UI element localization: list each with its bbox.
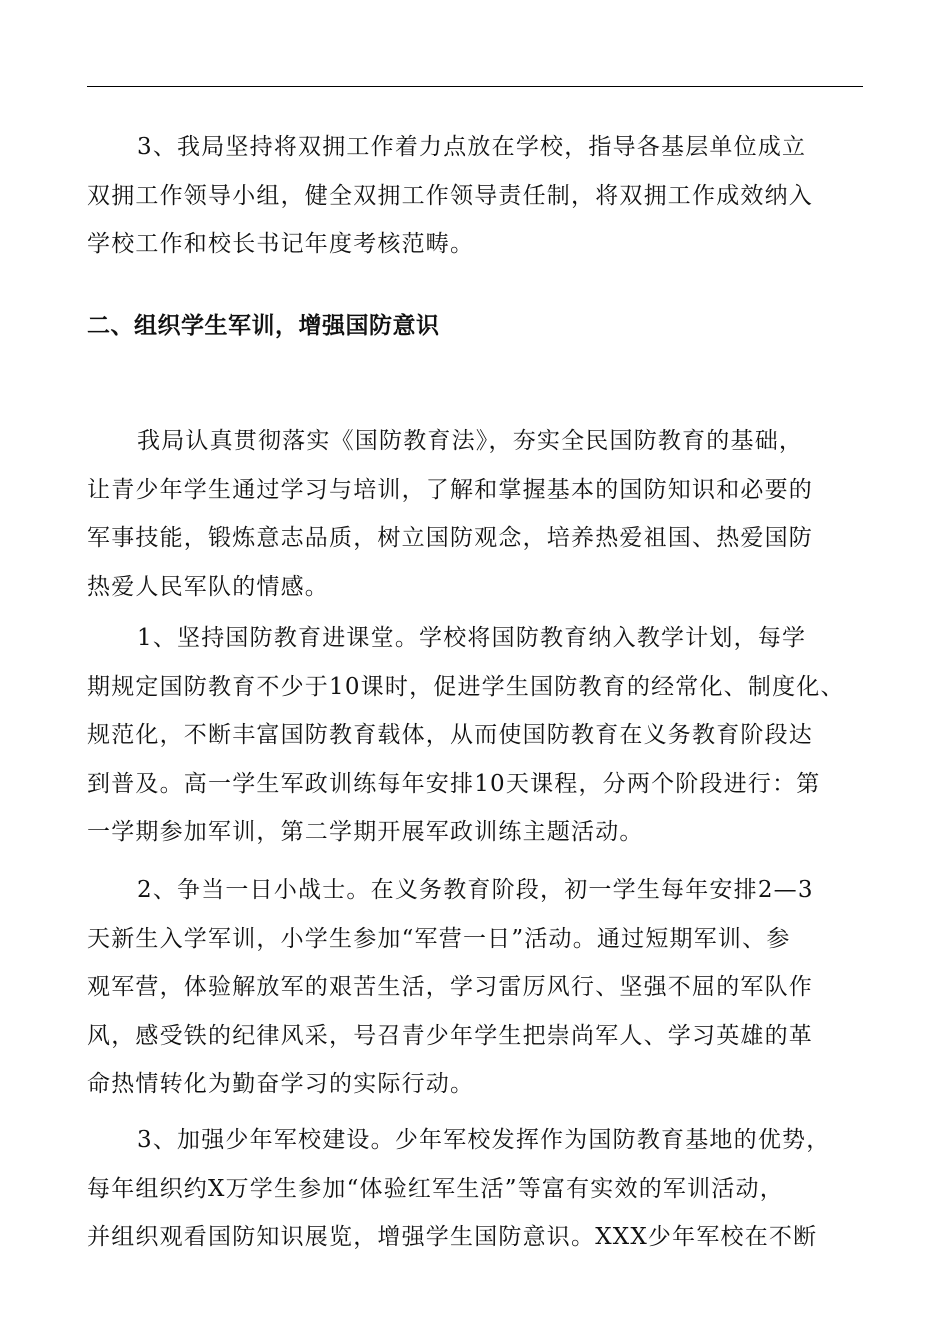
paragraph-double-support [87, 123, 877, 269]
text-line: 风，感受铁的纪律风采，号召青少年学生把崇尚军人、学习英雄的革 [87, 1022, 813, 1049]
section-heading: 二、组织学生军训，增强国防意识 [87, 313, 440, 339]
text-line: 规范化，不断丰富国防教育载体，从而使国防教育在义务教育阶段达 [87, 722, 813, 748]
text-line: 2、争当一日小战士。在义务教育阶段，初一学生每年安排2—3 [137, 877, 814, 903]
text-line: 热爱人民军队的情感。 [87, 573, 329, 600]
item-2-paragraph [87, 866, 877, 1109]
intro-paragraph [87, 417, 877, 611]
text-line: 天新生入学军训，小学生参加“军营一日”活动。通过短期军训、参 [87, 925, 791, 952]
text-line: 期规定国防教育不少于10课时，促进学生国防教育的经常化、制度化、 [87, 673, 845, 700]
text-line: 并组织观看国防知识展览，增强学生国防意识。XXX少年军校在不断 [87, 1224, 818, 1250]
text-line: 一学期参加军训，第二学期开展军政训练主题活动。 [87, 819, 644, 845]
text-line: 让青少年学生通过学习与培训，了解和掌握基本的国防知识和必要的 [87, 476, 813, 503]
text-line: 1、坚持国防教育进课堂。学校将国防教育纳入教学计划，每学 [137, 625, 807, 651]
item-1-paragraph [87, 614, 877, 857]
text-line: 我局认真贯彻落实《国防教育法》，夯实全民国防教育的基础， [137, 428, 804, 454]
text-line: 观军营，体验解放军的艰苦生活，学习雷厉风行、坚强不屈的军队作 [87, 974, 813, 1000]
text-line: 到普及。高一学生军政训练每年安排10天课程，分两个阶段进行：第 [87, 770, 821, 797]
text-line: 3、加强少年军校建设。少年军校发挥作为国防教育基地的优势， [137, 1127, 831, 1153]
text-line: 每年组织约X万学生参加“体验红军生活”等富有实效的军训活动， [87, 1175, 784, 1202]
text-line: 军事技能，锻炼意志品质，树立国防观念，培养热爱祖国、热爱国防 [87, 525, 813, 551]
text-line: 学校工作和校长书记年度考核范畴。 [87, 231, 475, 257]
item-3-paragraph [87, 1116, 877, 1262]
text-line: 命热情转化为勤奋学习的实际行动。 [87, 1071, 475, 1097]
text-line: 双拥工作领导小组，健全双拥工作领导责任制，将双拥工作成效纳入 [87, 182, 813, 209]
header-rule [87, 86, 863, 87]
text-line: 3、我局坚持将双拥工作着力点放在学校，指导各基层单位成立 [137, 134, 807, 160]
